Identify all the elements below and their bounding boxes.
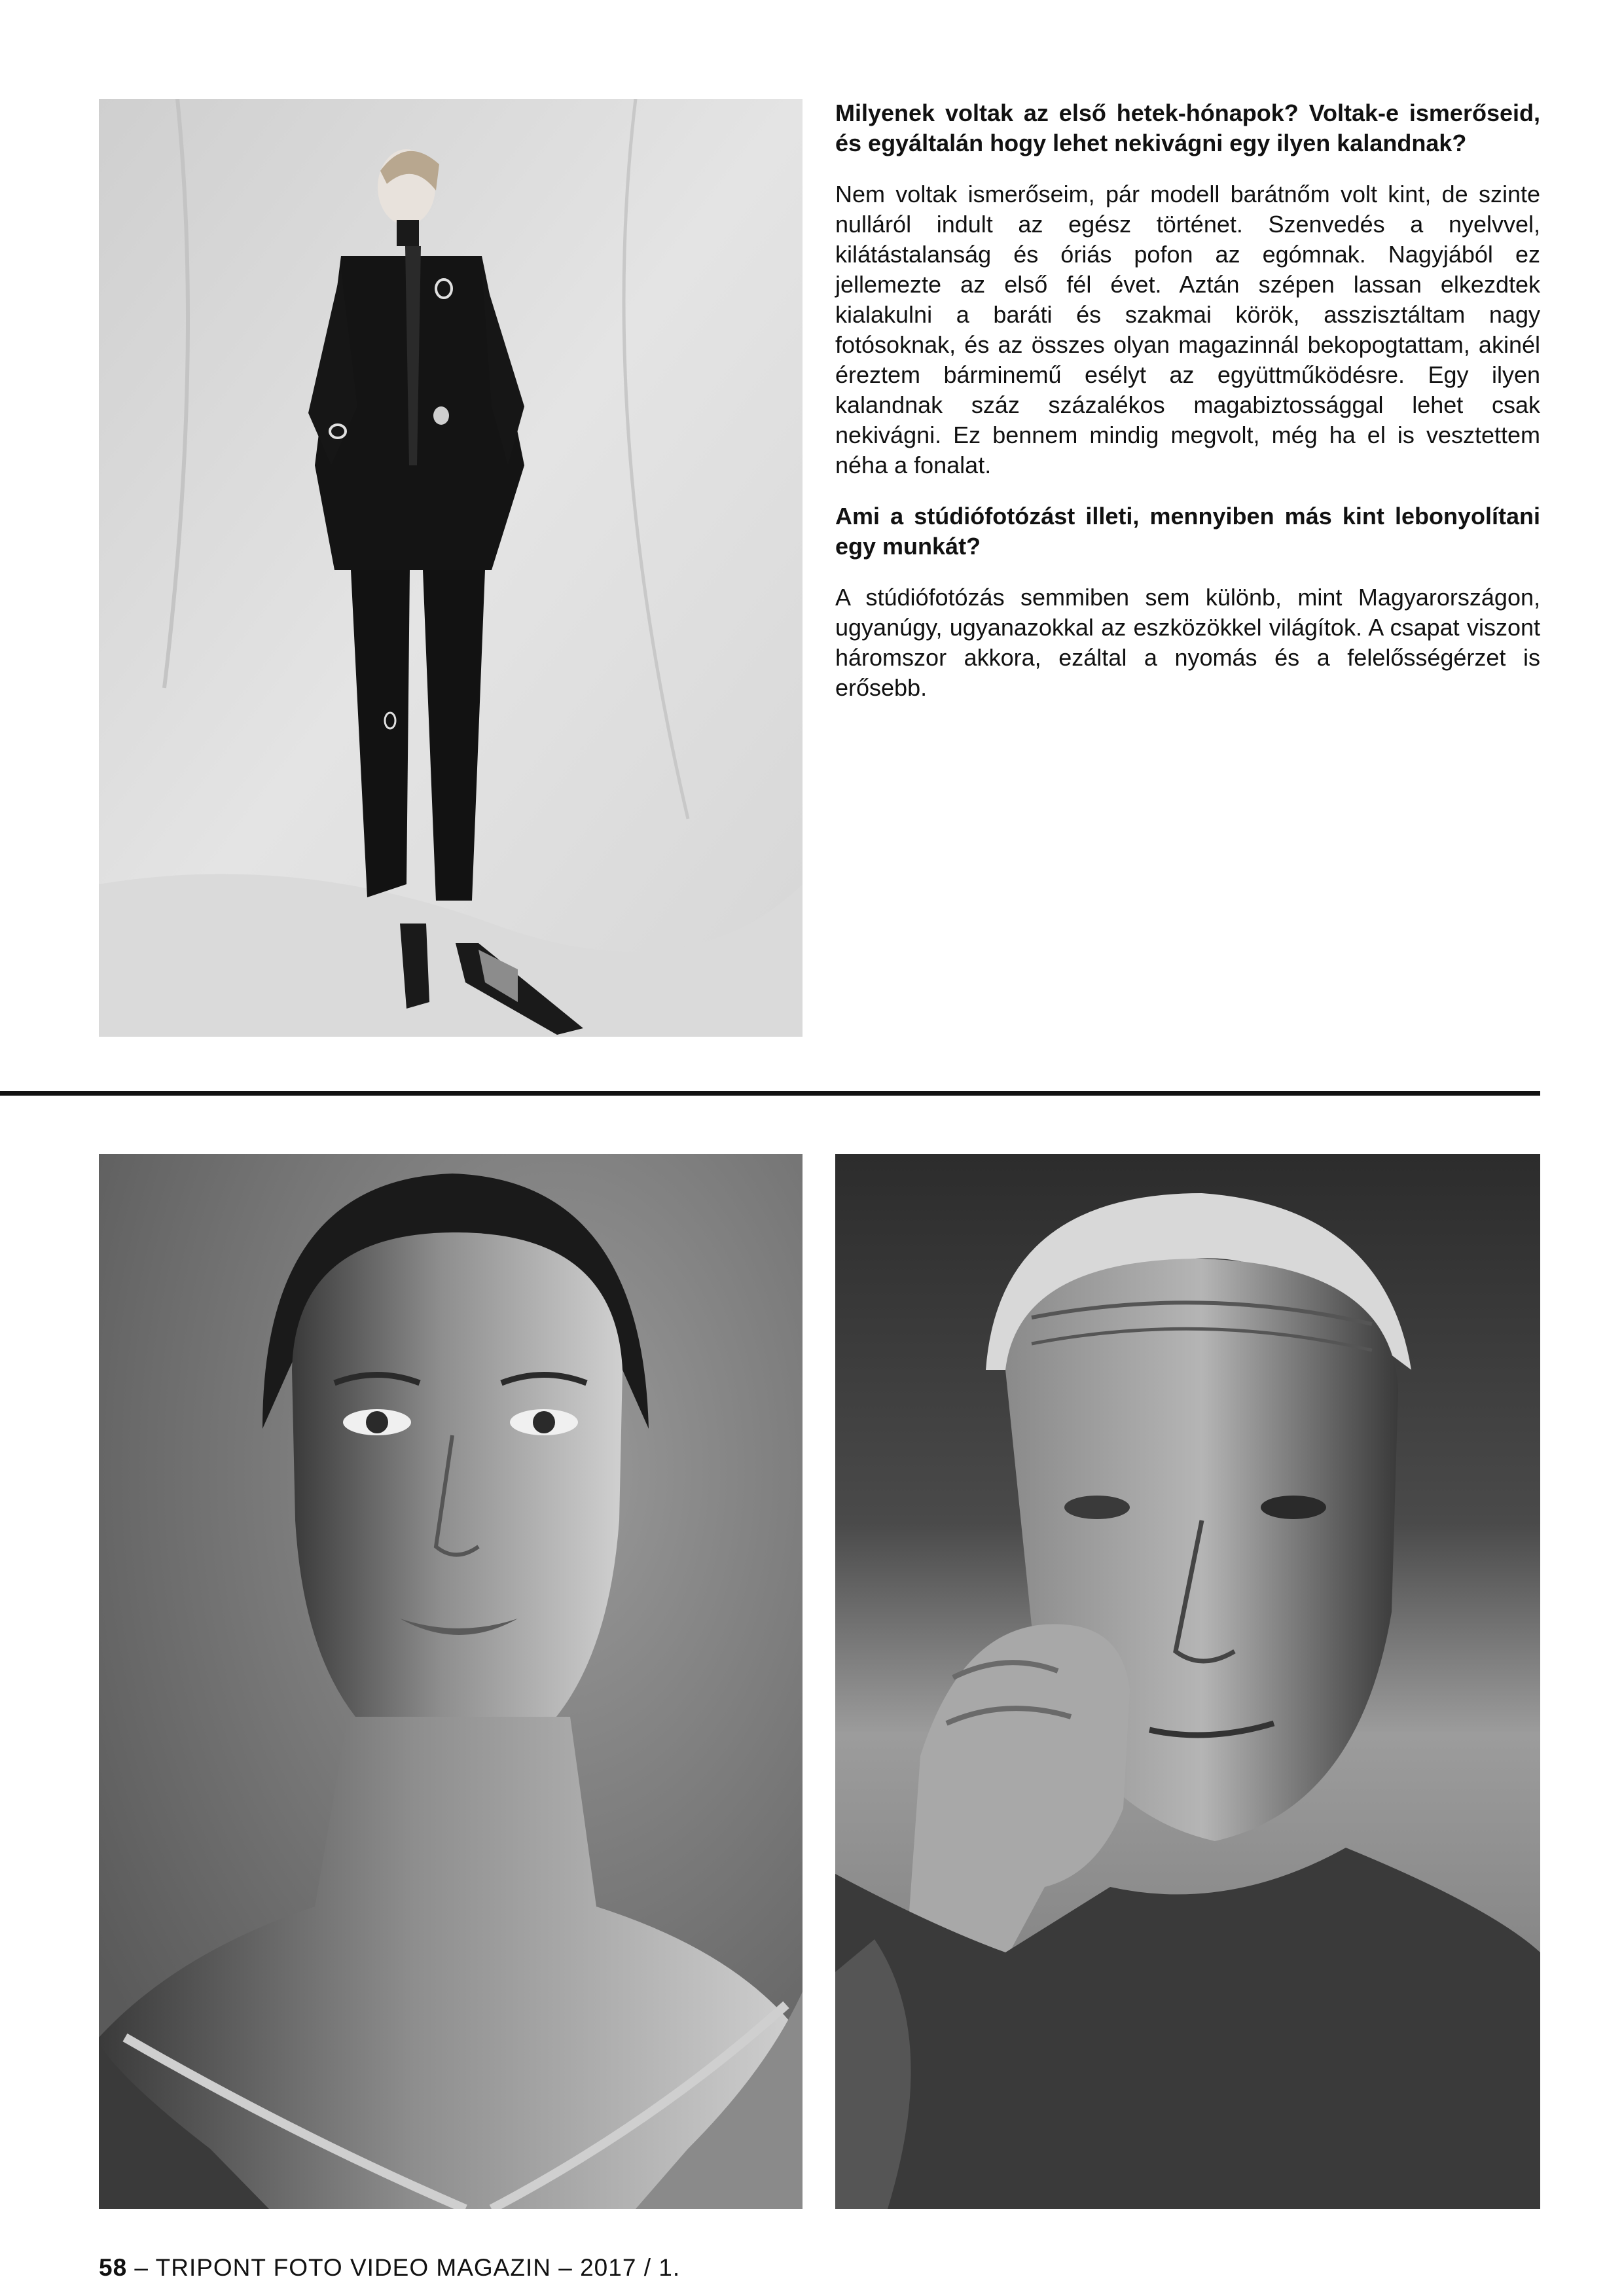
page-number: 58 xyxy=(99,2254,128,2281)
portrait-woman-image xyxy=(99,1154,803,2209)
portrait-man-image xyxy=(835,1154,1540,2209)
fashion-photo-image xyxy=(99,99,803,1037)
answer-2: A stúdiófotózás semmiben sem különb, mint Magyarországon, ugyanúgy, ugyanazokkal az eszközökkel világítok. A csapat viszont háromszor akkora, ezáltal a nyomás és a felelősségérzet is erősebb. xyxy=(835,584,1540,701)
section-separator xyxy=(0,1091,1540,1096)
question-1: Milyenek voltak az első hetek-hónapok? Voltak-e ismerőseid, és egyáltalán hogy lehet nekivágni egy ilyen kalandnak? xyxy=(835,99,1540,156)
page-footer xyxy=(99,2254,680,2282)
fashion-photo xyxy=(99,99,803,1037)
question-2: Ami a stúdiófotózást illeti, mennyiben más kint lebonyolítani egy munkát? xyxy=(835,503,1540,560)
answer-1: Nem voltak ismerőseim, pár modell barátnőm volt kint, de szinte nulláról indult az egész történet. Szenvedés a nyelvvel, kilátástalanság és óriás pofon az egómnak. Nagyjából ez jellemezte az első fél évet. Aztán szépen lassan elkezdtek kialakulni a baráti és szakmai körök, asszisztáltam nagy fotósoknak, és az összes olyan magazinnál bekopogtattam, akinél éreztem bárminemű esélyt az együttműködésre. Egy ilyen kalandnak száz százalékos magabiztossággal lehet csak nekivágni. Ez bennem mindig megvolt, még ha el is vesztettem néha a fonalat. xyxy=(835,181,1540,478)
article-text xyxy=(835,98,1540,724)
portrait-photo-man xyxy=(835,1154,1540,2209)
portrait-photo-woman xyxy=(99,1154,803,2209)
footer-magazine-info: – TRIPONT FOTO VIDEO MAGAZIN – 2017 / 1. xyxy=(127,2254,681,2281)
